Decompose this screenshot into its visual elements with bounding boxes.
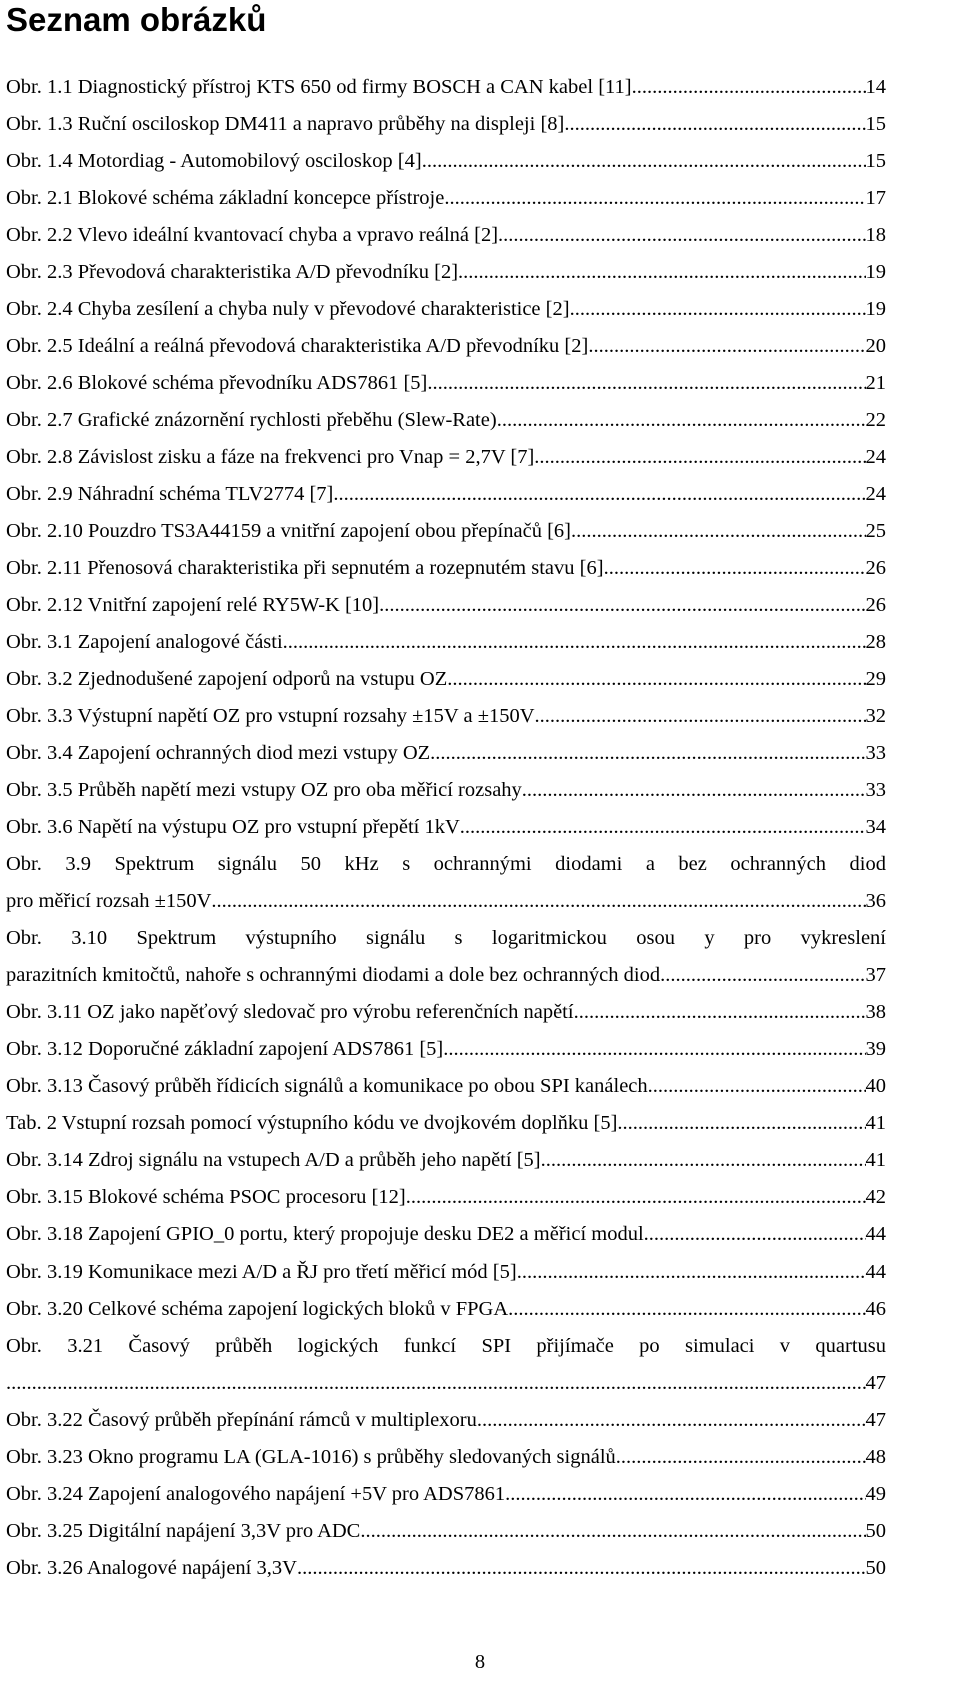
entry-continuation [6,1365,886,1402]
dot-leader [535,698,866,735]
toc-entry[interactable] [6,1031,886,1068]
toc-entry[interactable] [6,365,886,402]
dot-leader [422,143,866,180]
entry-page-number: 22 [865,409,886,432]
dot-leader [571,513,866,550]
entry-title: Obr. 2.11 Přenosová charakteristika při sepnutém a rozepnutém stavu [6] [6,557,604,580]
entry-title: Obr. 3.2 Zjednodušené zapojení odporů na vstupu OZ [6,668,448,691]
entry-page-number: 21 [865,372,886,395]
entry-title: Obr. 3.10 Spektrum výstupního signálu s logaritmickou osou y pro vykreslení [6,927,886,950]
entry-page-number: 47 [865,1408,886,1431]
dot-leader [574,994,866,1031]
dot-leader [427,365,865,402]
entry-page-number: 42 [865,1186,886,1209]
entry-title: Obr. 3.25 Digitální napájení 3,3V pro ADC [6,1519,361,1542]
entry-page-number: 48 [865,1445,886,1468]
entry-page-number: 47 [865,1371,886,1394]
entry-page-number: 34 [865,816,886,839]
toc-entry[interactable] [6,143,886,180]
entry-title: Obr. 2.7 Grafické znázornění rychlosti přeběhu (Slew-Rate) [6,409,497,432]
toc-entry[interactable] [6,439,886,476]
dot-leader [430,735,865,772]
entry-title: Obr. 2.12 Vnitřní zapojení relé RY5W-K [10] [6,594,380,617]
dot-leader [460,809,866,846]
toc-entry[interactable] [6,1142,886,1179]
toc-entry[interactable] [6,1476,886,1513]
entry-title: Obr. 3.15 Blokové schéma PSOC procesoru [12] [6,1186,406,1209]
entry-page-number: 50 [865,1519,886,1542]
toc-entry[interactable] [6,1216,886,1253]
dot-leader [406,1179,866,1216]
entry-title: Obr. 3.24 Zapojení analogového napájení +5V pro ADS7861 [6,1482,506,1505]
entry-page-number: 26 [865,557,886,580]
dot-leader [497,402,866,439]
entry-title: Obr. 1.1 Diagnostický přístroj KTS 650 od firmy BOSCH a CAN kabel [11] [6,76,632,98]
toc-entry[interactable] [6,69,886,106]
entry-title: Obr. 3.6 Napětí na výstupu OZ pro vstupní přepětí 1kV [6,816,460,839]
dot-leader [297,1550,866,1587]
entry-page-number: 32 [865,705,886,728]
entry-title: Tab. 2 Vstupní rozsah pomocí výstupního kódu ve dvojkovém doplňku [5] [6,1112,618,1135]
dot-leader [379,587,865,624]
toc-entry[interactable] [6,1105,886,1142]
entry-page-number: 19 [865,298,886,321]
entry-title: Obr. 2.5 Ideální a reálná převodová charakteristika A/D převodníku [2] [6,335,589,358]
dot-leader [360,1513,865,1550]
dot-leader [508,1291,865,1328]
entry-title: Obr. 3.13 Časový průběh řídicích signálů a komunikace po obou SPI kanálech [6,1075,648,1098]
toc-entry[interactable] [6,1328,886,1402]
toc-entry[interactable] [6,772,886,809]
dot-leader [648,1068,866,1105]
entry-page-number: 33 [865,779,886,802]
toc-entry[interactable] [6,1068,886,1105]
dot-leader [534,439,865,476]
entry-title: Obr. 3.23 Okno programu LA (GLA-1016) s průběhy sledovaných signálů [6,1445,616,1468]
entry-title: Obr. 1.3 Ruční osciloskop DM411 a napravo průběhy na displeji [8] [6,113,565,136]
toc-entry[interactable] [6,513,886,550]
entry-page-number: 39 [865,1038,886,1061]
dot-leader [443,1031,865,1068]
entry-page-number: 14 [865,76,886,98]
toc-entry[interactable] [6,661,886,698]
entry-page-number: 49 [865,1482,886,1505]
entry-title: Obr. 2.2 Vlevo ideální kvantovací chyba a vpravo reálná [2] [6,224,499,247]
toc-entry[interactable] [6,180,886,217]
entry-page-number: 44 [865,1223,886,1246]
entry-page-number: 41 [865,1112,886,1135]
entry-page-number: 40 [865,1075,886,1098]
toc-entry[interactable] [6,1550,886,1587]
entry-page-number: 50 [865,1556,886,1579]
dot-leader [604,550,866,587]
entry-page-number: 44 [865,1260,886,1283]
toc-entry[interactable] [6,624,886,661]
entry-title: Obr. 3.21 Časový průběh logických funkcí SPI přijímače po simulaci v quartusu [6,1334,886,1357]
toc-entry[interactable] [6,550,886,587]
toc-entry[interactable] [6,1254,886,1291]
entry-page-number: 38 [865,1001,886,1024]
toc-entry[interactable] [6,698,886,735]
toc-entry[interactable] [6,328,886,365]
toc-entry[interactable] [6,846,886,920]
entry-title: Obr. 3.22 Časový průběh přepínání rámců v multiplexoru [6,1408,477,1431]
toc-entry[interactable] [6,1291,886,1328]
dot-leader [632,69,866,106]
entry-title: Obr. 3.9 Spektrum signálu 50 kHz s ochrannými diodami a bez ochranných diod [6,853,886,876]
dot-leader [444,180,865,217]
toc-entry[interactable] [6,1179,886,1216]
entry-title: Obr. 3.18 Zapojení GPIO_0 portu, který propojuje desku DE2 a měřicí modul [6,1223,644,1246]
entry-title: Obr. 3.11 OZ jako napěťový sledovač pro výrobu referenčních napětí [6,1001,574,1024]
page-title: Seznam obrázků [6,1,267,38]
toc-entry[interactable] [6,1513,886,1550]
entry-title-continued: parazitních kmitočtů, nahoře s ochrannými diodami a dole bez ochranných diod [6,964,661,987]
dot-leader [211,883,865,920]
entry-page-number: 17 [865,187,886,210]
dot-leader [570,291,866,328]
dot-leader [564,106,865,143]
dot-leader [644,1216,866,1253]
entry-title: Obr. 3.12 Doporučné základní zapojení ADS7861 [5] [6,1038,444,1061]
toc-entry[interactable] [6,476,886,513]
entry-page-number: 26 [865,594,886,617]
entry-title: Obr. 2.9 Náhradní schéma TLV2774 [7] [6,483,334,506]
toc-entry[interactable] [6,920,886,994]
entry-page-number: 41 [865,1149,886,1172]
toc-entry[interactable] [6,735,886,772]
entry-title: Obr. 3.20 Celkové schéma zapojení logických bloků v FPGA [6,1297,509,1320]
toc-entry[interactable] [6,587,886,624]
entry-page-number: 36 [865,890,886,913]
dot-leader [588,328,865,365]
entry-page-number: 20 [865,335,886,358]
dot-leader [517,1254,866,1291]
toc-entry[interactable] [6,1402,886,1439]
dot-leader [283,624,866,661]
toc-entry[interactable] [6,217,886,254]
entry-title: Obr. 2.8 Závislost zisku a fáze na frekvenci pro Vnap = 2,7V [7] [6,446,535,469]
dot-leader [505,1476,865,1513]
dot-leader [333,476,865,513]
entry-page-number: 37 [865,964,886,987]
dot-leader [498,217,865,254]
dot-leader [660,957,865,994]
toc-entry[interactable] [6,291,886,328]
entry-page-number: 46 [865,1297,886,1320]
entry-title: Obr. 3.26 Analogové napájení 3,3V [6,1556,297,1579]
entry-title: Obr. 1.4 Motordiag - Automobilový osciloskop [4] [6,150,422,173]
dot-leader [447,661,865,698]
entry-title: Obr. 2.4 Chyba zesílení a chyba nuly v převodové charakteristice [2] [6,298,570,321]
toc-entry[interactable] [6,402,886,439]
dot-leader [522,772,866,809]
entry-page-number: 28 [865,631,886,654]
entry-title: Obr. 2.10 Pouzdro TS3A44159 a vnitřní zapojení obou přepínačů [6] [6,520,571,543]
entry-title: Obr. 2.1 Blokové schéma základní koncepce přístroje [6,187,445,210]
entry-page-number: 18 [865,224,886,247]
entry-continuation [6,883,886,920]
entry-page-number: 15 [865,113,886,136]
dot-leader [541,1142,866,1179]
toc-entry[interactable] [6,106,886,143]
toc-entry[interactable] [6,1439,886,1476]
entry-page-number: 24 [865,483,886,506]
entry-title: Obr. 2.3 Převodová charakteristika A/D převodníku [2] [6,261,459,284]
entry-page-number: 24 [865,446,886,469]
dot-leader [617,1105,865,1142]
entry-page-number: 19 [865,261,886,284]
entry-title: Obr. 3.4 Zapojení ochranných diod mezi vstupy OZ [6,742,431,765]
entry-page-number: 33 [865,742,886,765]
list-of-figures [6,69,886,1587]
entry-title: Obr. 3.1 Zapojení analogové části [6,631,283,654]
entry-title: Obr. 3.14 Zdroj signálu na vstupech A/D a průběh jeho napětí [5] [6,1149,541,1172]
dot-leader [6,1365,866,1402]
entry-page-number: 25 [865,520,886,543]
page-number: 8 [474,1651,486,1673]
toc-entry[interactable] [6,254,886,291]
entry-page-number: 29 [865,668,886,691]
toc-entry[interactable] [6,994,886,1031]
entry-continuation [6,957,886,994]
dot-leader [458,254,865,291]
entry-title-continued: pro měřicí rozsah ±150V [6,890,212,913]
entry-title: Obr. 2.6 Blokové schéma převodníku ADS7861 [5] [6,372,428,395]
entry-title: Obr. 3.5 Průběh napětí mezi vstupy OZ pro oba měřicí rozsahy [6,779,522,802]
toc-entry[interactable] [6,809,886,846]
dot-leader [616,1439,866,1476]
entry-title: Obr. 3.3 Výstupní napětí OZ pro vstupní rozsahy ±15V a ±150V [6,705,535,728]
dot-leader [477,1402,866,1439]
entry-page-number: 15 [865,150,886,173]
entry-title: Obr. 3.19 Komunikace mezi A/D a ŘJ pro třetí měřicí mód [5] [6,1260,517,1283]
